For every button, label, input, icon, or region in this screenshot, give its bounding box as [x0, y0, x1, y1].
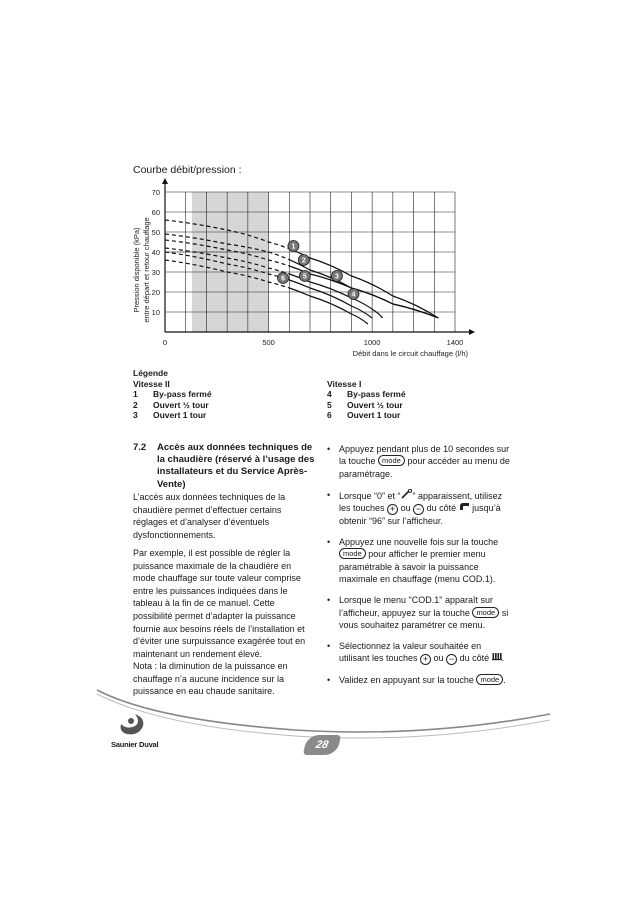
paragraph-3: Nota : la diminution de la puissance en chauffage n’a aucune incidence sur la puissance en eau chaude sanitaire. — [133, 661, 288, 697]
legend-item-label: Ouvert ½ tour — [347, 399, 403, 410]
paragraph-1: L’accès aux données techniques de la chaudière permet d’effectuer certains réglages et d’analyser d’éventuels dysfonctionnements. — [133, 492, 286, 540]
instruction-list — [327, 443, 512, 695]
radiator-icon — [492, 653, 502, 663]
bullet-6: • Validez en appuyant sur la touche mode . — [327, 674, 512, 686]
flow-pressure-chart — [128, 178, 488, 363]
y-axis-label-2: entre départ et retour chauffage — [142, 217, 151, 323]
mode-key-icon: mode — [476, 674, 503, 685]
mode-key-icon: mode — [472, 607, 499, 618]
mode-key-icon: mode — [378, 455, 405, 466]
curve-marker-label: 2 — [301, 257, 306, 265]
x-axis-arrow — [469, 329, 475, 335]
legend-item-label: Ouvert 1 tour — [153, 410, 207, 420]
legend-item-2 — [133, 400, 212, 411]
legend-left-heading: Vitesse II — [133, 378, 170, 389]
legend-item-3 — [133, 410, 212, 421]
y-axis-label: Pression disponible (kPa) — [132, 227, 141, 313]
x-tick-label: 500 — [262, 338, 275, 347]
brand-name: Saunier Duval — [111, 740, 159, 749]
curve-marker-label: 3 — [334, 273, 339, 281]
y-tick-label: 10 — [151, 308, 160, 317]
bullet-3: • Appuyez une nouvelle fois sur la touche mode pour afficher le premier menu paramétrable à savoir la puissance maximale en chauffage (menu COD.1). — [327, 536, 512, 586]
section-number: 7.2 — [133, 442, 147, 453]
section-heading — [133, 442, 319, 491]
x-tick-label: 0 — [162, 338, 168, 347]
y-tick-label: 50 — [151, 228, 160, 237]
legend-item-label: By-pass fermé — [153, 389, 212, 399]
curve-marker-label: 4 — [351, 291, 356, 299]
bullet-1: • Appuyez pendant plus de 10 secondes sur la touche mode pour accéder au menu de paramétrage. — [327, 443, 512, 480]
plus-circle-icon: + — [387, 504, 398, 515]
page-number: 28 — [303, 735, 341, 755]
mode-key-icon: mode — [339, 548, 366, 559]
curve-marker-label: 6 — [281, 275, 286, 283]
legend-item-4 — [327, 389, 406, 400]
x-tick-label: 1000 — [363, 338, 381, 347]
y-tick-label: 60 — [151, 208, 160, 217]
legend-left — [133, 368, 212, 421]
y-tick-label: 30 — [151, 268, 160, 277]
legend-right-heading: Vitesse I — [327, 378, 362, 389]
wrench-icon — [401, 491, 413, 501]
legend-item-number: 4 — [327, 389, 332, 399]
y-axis-arrow — [162, 178, 168, 184]
bullet-4: • Lorsque le menu "COD.1" apparaît sur l’afficheur, appuyez sur la touche mode si vous souhaitez paramétrer ce menu. — [327, 594, 512, 631]
legend-item-5 — [327, 400, 406, 411]
shaded-region — [192, 192, 269, 332]
minus-circle-icon: − — [413, 504, 424, 515]
legend-item-number: 3 — [133, 410, 138, 420]
legend-item-label: Ouvert ½ tour — [153, 399, 209, 410]
x-axis-label: Débit dans le circuit chauffage (l/h) — [352, 349, 468, 358]
bullet-5: • Sélectionnez la valeur souhaitée en utilisant les touches + ou − du côté . — [327, 640, 512, 665]
tap-icon — [459, 503, 470, 513]
legend-item-label: Ouvert 1 tour — [347, 410, 401, 420]
saunier-duval-logo — [117, 712, 153, 740]
curve-marker-label: 5 — [302, 273, 307, 281]
x-tick-label: 1400 — [446, 338, 464, 347]
legend-item-1 — [133, 389, 212, 400]
section-title: Accès aux données techniques de la chaudière (réservé à l’usage des installateurs et du Service Après-Vente) — [157, 442, 315, 490]
legend-title: Légende — [133, 368, 168, 378]
y-tick-label: 40 — [151, 248, 160, 257]
legend-item-number: 1 — [133, 389, 138, 399]
y-tick-label: 70 — [151, 188, 160, 197]
minus-circle-icon: − — [446, 654, 457, 665]
legend-item-number: 6 — [327, 410, 332, 420]
legend-right — [327, 379, 406, 421]
curve-marker-label: 1 — [291, 243, 296, 251]
plus-circle-icon: + — [420, 654, 431, 665]
bullet-2: • Lorsque “0” et “ ” apparaissent, utilisez les touches + ou − du côté jusqu’à obtenir “96” sur l’afficheur. — [327, 489, 512, 528]
paragraph-2: Par exemple, il est possible de régler la puissance maximale de la chaudière en mode chauffage sur toute valeur comprise entre les puissances indiquées dans le tableau à la fin de ce manuel. Cette possibilité permet d’adapter la puissance fournie aux besoins réels de l’installation et d’éviter une surpuissance exagérée tout en maintenant un rendement élevé. — [133, 548, 306, 659]
legend-item-6 — [327, 410, 406, 421]
chart-title: Courbe débit/pression : — [133, 164, 242, 176]
y-tick-label: 20 — [151, 288, 160, 297]
legend-item-number: 5 — [327, 399, 332, 410]
legend-item-number: 2 — [133, 399, 138, 410]
legend-item-label: By-pass fermé — [347, 389, 406, 399]
